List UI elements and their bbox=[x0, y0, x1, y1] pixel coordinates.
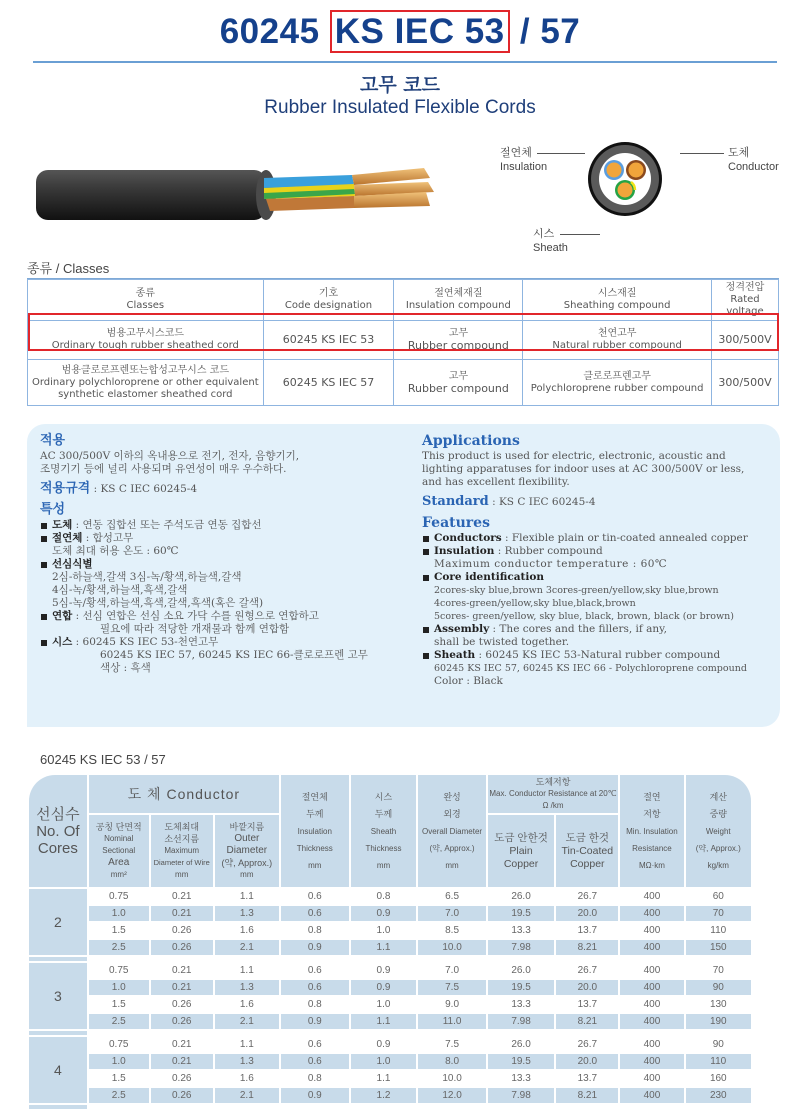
table-cell: 0.75 bbox=[109, 1039, 129, 1050]
table-cell: 1.2 bbox=[351, 1088, 417, 1103]
table-cell: 1.5 bbox=[111, 999, 126, 1010]
table-cell: 7.5 bbox=[418, 980, 485, 995]
table-cell: 110 bbox=[710, 925, 727, 936]
title-divider bbox=[33, 61, 777, 63]
table-cell: 10.0 bbox=[418, 940, 485, 955]
table-cell: 7.98 bbox=[488, 940, 555, 955]
separator-cell bbox=[29, 1105, 87, 1109]
table-cell: 0.21 bbox=[171, 1039, 192, 1050]
table-cell: 1.5 bbox=[111, 925, 126, 936]
table-cell: 1.1 bbox=[376, 1073, 391, 1084]
table-cell: 90 bbox=[712, 1039, 724, 1050]
spec-table bbox=[27, 773, 753, 1111]
subtitle-korean: 고무 코드 bbox=[359, 74, 441, 96]
table-cell: 7.0 bbox=[445, 965, 460, 976]
table-cell: 11.0 bbox=[418, 1014, 485, 1029]
header-insulation-thickness: 절연체 두께 Insulation Thickness mm bbox=[281, 775, 349, 887]
separator-cell bbox=[29, 957, 87, 961]
table-cell: 0.75 bbox=[109, 965, 129, 976]
table-cell: 0.26 bbox=[151, 1014, 213, 1029]
spec-table-label: 60245 KS IEC 53 / 57 bbox=[40, 752, 166, 767]
table-row bbox=[29, 906, 751, 921]
title-highlight: KS IEC 53 bbox=[330, 10, 510, 53]
table-cell: 8.5 bbox=[445, 925, 460, 936]
feature-item: Core identification 2cores-sky blue,brown 3cores-green/yellow,sky blue,brown 4cores-green/yellow,sky blue,black,brown 5cores- green/yellow, sky blue, black, brown, black (or brown) bbox=[422, 571, 777, 623]
table-cell: 0.26 bbox=[171, 925, 192, 936]
table-cell: 0.26 bbox=[151, 1088, 213, 1103]
info-panel bbox=[27, 424, 780, 727]
table-cell: 70 bbox=[686, 906, 751, 921]
table-cell: 2.1 bbox=[215, 1014, 279, 1029]
separator-blank bbox=[89, 1105, 751, 1109]
title-prefix: 60245 bbox=[219, 12, 320, 51]
table-cell: 0.6 bbox=[307, 965, 322, 976]
table-cell: 1.1 bbox=[239, 891, 254, 902]
table-cell: 400 bbox=[643, 965, 661, 976]
header-resistance-group: 도체저항 Max. Conductor Resistance at 20℃ Ω /km bbox=[488, 775, 619, 813]
table-cell: 1.0 bbox=[89, 1054, 149, 1069]
table-cell: 2.5 bbox=[89, 1088, 149, 1103]
table-cell: 0.6 bbox=[281, 906, 349, 921]
table-row bbox=[29, 1088, 751, 1103]
table-cell: 9.0 bbox=[445, 999, 460, 1010]
code-designation: 60245 KS IEC 53 bbox=[263, 321, 394, 360]
table-cell: 0.21 bbox=[171, 965, 192, 976]
table-row bbox=[29, 1054, 751, 1069]
table-cell: 1.3 bbox=[215, 1054, 279, 1069]
table-cell: 6.5 bbox=[445, 891, 460, 902]
header-insulation-resistance: 절연 저항 Min. Insulation Resistance MΩ·km bbox=[620, 775, 683, 887]
features-list-en bbox=[422, 532, 777, 688]
table-cell: 150 bbox=[686, 940, 751, 955]
table-cell: 0.8 bbox=[376, 891, 391, 902]
table-cell: 8.21 bbox=[556, 1088, 618, 1103]
header-voltage: 정격전압 Rated voltage bbox=[712, 280, 779, 321]
table-cell: 60 bbox=[712, 891, 724, 902]
table-cell: 0.9 bbox=[376, 965, 391, 976]
label-insulation: 절연체 Insulation bbox=[500, 147, 548, 173]
table-cell: 400 bbox=[643, 1039, 661, 1050]
cores-cell: 2 bbox=[29, 889, 87, 955]
features-title-en: Features bbox=[422, 515, 490, 531]
table-row bbox=[29, 963, 751, 978]
table-cell: 0.8 bbox=[307, 1073, 322, 1084]
table-cell: 1.6 bbox=[239, 999, 254, 1010]
table-cell: 0.9 bbox=[351, 906, 417, 921]
table-cell: 400 bbox=[643, 1073, 661, 1084]
feature-item: 선심식별 2심-하늘색,갈색 3심-녹/황색,하늘색,갈색 4심-녹/황색,하늘색,흑색,갈색 5심-녹/황색,하늘색,흑색,갈색,흑색(혹은 갈색) bbox=[40, 558, 410, 610]
table-row bbox=[29, 923, 751, 938]
subtitle-english: Rubber Insulated Flexible Cords bbox=[264, 97, 536, 118]
classes-row bbox=[28, 321, 779, 360]
feature-item: Assembly : The cores and the fillers, if any, shall be twisted together. bbox=[422, 623, 777, 649]
table-cell: 0.21 bbox=[151, 906, 213, 921]
cores-cell: 3 bbox=[29, 963, 87, 1029]
header-nominal-area: 공칭 단면적 Nominal Sectional Area mm² bbox=[89, 815, 149, 887]
table-cell: 400 bbox=[643, 925, 661, 936]
table-cell: 13.7 bbox=[577, 1073, 598, 1084]
table-cell: 13.3 bbox=[511, 999, 531, 1010]
insulation-compound: 고무 Rubber compound bbox=[394, 321, 523, 360]
table-cell: 400 bbox=[620, 1014, 683, 1029]
table-row bbox=[29, 1014, 751, 1029]
table-cell: 1.6 bbox=[239, 925, 254, 936]
table-cell: 2.1 bbox=[215, 940, 279, 955]
cable-illustration-icon bbox=[32, 166, 432, 226]
table-cell: 0.26 bbox=[171, 999, 192, 1010]
table-cell: 26.7 bbox=[577, 965, 598, 976]
table-cell: 12.0 bbox=[418, 1088, 485, 1103]
table-cell: 0.6 bbox=[281, 980, 349, 995]
table-cell: 0.6 bbox=[307, 891, 322, 902]
header-tin-coated-copper: 도금 한것 Tin-Coated Copper bbox=[556, 815, 618, 887]
table-cell: 26.0 bbox=[511, 965, 531, 976]
table-cell: 13.3 bbox=[511, 925, 531, 936]
table-cell: 13.7 bbox=[577, 999, 598, 1010]
table-cell: 1.3 bbox=[215, 906, 279, 921]
table-row bbox=[29, 889, 751, 904]
applications-title-en: Applications bbox=[422, 433, 520, 449]
table-cell: 1.0 bbox=[376, 999, 391, 1010]
table-cell: 400 bbox=[643, 999, 661, 1010]
header-sheathing: 시스재질 Sheathing compound bbox=[523, 280, 712, 321]
table-cell: 1.3 bbox=[215, 980, 279, 995]
classes-header-row bbox=[28, 280, 779, 321]
table-cell: 13.3 bbox=[511, 1073, 531, 1084]
class-name: 범용클로로프렌또는합성고무시스 코드 Ordinary polychloroprene or other equivalent synthetic elastomer sheathed cord bbox=[28, 360, 264, 406]
table-cell: 7.98 bbox=[488, 1014, 555, 1029]
title-suffix: / 57 bbox=[519, 12, 581, 51]
cross-section-icon bbox=[586, 140, 664, 218]
header-plain-copper: 도금 안한것 Plain Copper bbox=[488, 815, 555, 887]
table-cell: 1.0 bbox=[89, 980, 149, 995]
table-cell: 26.0 bbox=[511, 891, 531, 902]
standard-ko: 적용규격 : KS C IEC 60245-4 bbox=[40, 481, 198, 496]
rated-voltage: 300/500V bbox=[712, 360, 779, 406]
label-conductor: 도체 Conductor bbox=[728, 147, 779, 173]
table-row bbox=[29, 1071, 751, 1086]
group-separator bbox=[29, 1031, 751, 1035]
table-row bbox=[29, 1037, 751, 1052]
sheathing-compound: 클로로프렌고무 Polychloroprene rubber compound bbox=[523, 360, 712, 406]
table-cell: 13.7 bbox=[577, 925, 598, 936]
separator-blank bbox=[89, 1031, 751, 1035]
table-row bbox=[29, 940, 751, 955]
header-code: 기호 Code designation bbox=[263, 280, 394, 321]
table-cell: 400 bbox=[643, 891, 661, 902]
table-cell: 1.5 bbox=[111, 1073, 126, 1084]
table-cell: 1.6 bbox=[239, 1073, 254, 1084]
header-classes: 종류 Classes bbox=[28, 280, 264, 321]
table-cell: 70 bbox=[712, 965, 724, 976]
header-weight: 계산 중량 Weight (약, Approx.) kg/km bbox=[686, 775, 751, 887]
label-sheath: 시스 Sheath bbox=[533, 228, 568, 254]
table-row bbox=[29, 997, 751, 1012]
header-insulation: 절연체재질 Insulation compound bbox=[394, 280, 523, 321]
table-cell: 20.0 bbox=[556, 1054, 618, 1069]
table-cell: 1.1 bbox=[351, 1014, 417, 1029]
rated-voltage: 300/500V bbox=[712, 321, 779, 360]
info-english bbox=[422, 430, 777, 688]
table-cell: 7.0 bbox=[418, 906, 485, 921]
table-cell: 26.0 bbox=[511, 1039, 531, 1050]
table-cell: 0.6 bbox=[281, 1054, 349, 1069]
table-cell: 0.75 bbox=[109, 891, 129, 902]
table-cell: 19.5 bbox=[488, 980, 555, 995]
table-cell: 230 bbox=[686, 1088, 751, 1103]
table-cell: 400 bbox=[620, 1088, 683, 1103]
table-cell: 1.0 bbox=[376, 925, 391, 936]
table-row bbox=[29, 980, 751, 995]
table-cell: 1.0 bbox=[89, 906, 149, 921]
table-cell: 0.9 bbox=[281, 1088, 349, 1103]
page-title-row bbox=[0, 12, 800, 52]
classes-table bbox=[27, 279, 779, 406]
table-cell: 0.26 bbox=[151, 940, 213, 955]
leader-line-insulation bbox=[537, 153, 585, 154]
table-cell: 1.1 bbox=[239, 965, 254, 976]
leader-line-conductor bbox=[680, 153, 724, 154]
classes-row bbox=[28, 360, 779, 406]
group-separator bbox=[29, 1105, 751, 1109]
group-separator bbox=[29, 957, 751, 961]
header-conductor-group: 도 체 Conductor bbox=[89, 775, 279, 813]
table-cell: 2.5 bbox=[89, 1014, 149, 1029]
table-cell: 20.0 bbox=[556, 906, 618, 921]
applications-text-en: This product is used for electric, electronic, acoustic and lighting apparatuses for indoor uses at AC 300/500V or less, and has excellent flexibility. bbox=[422, 450, 745, 488]
table-cell: 7.98 bbox=[488, 1088, 555, 1103]
page-title bbox=[220, 10, 581, 53]
features-list-ko bbox=[40, 519, 410, 675]
table-cell: 400 bbox=[620, 940, 683, 955]
feature-item: 도체 : 연동 집합선 또는 주석도금 연동 집합선 bbox=[40, 519, 410, 532]
table-cell: 8.21 bbox=[556, 940, 618, 955]
table-cell: 1.1 bbox=[351, 940, 417, 955]
table-cell: 110 bbox=[686, 1054, 751, 1069]
info-korean bbox=[40, 430, 410, 675]
table-cell: 0.9 bbox=[281, 940, 349, 955]
table-cell: 7.5 bbox=[445, 1039, 460, 1050]
table-cell: 0.21 bbox=[151, 980, 213, 995]
separator-blank bbox=[89, 957, 751, 961]
applications-title-ko: 적용 bbox=[40, 433, 66, 448]
sheathing-compound: 천연고무 Natural rubber compound bbox=[523, 321, 712, 360]
cores-cell: 4 bbox=[29, 1037, 87, 1103]
feature-item: Sheath : 60245 KS IEC 53-Natural rubber compound 60245 KS IEC 57, 60245 KS IEC 66 - Polychloroprene compound Color : Black bbox=[422, 649, 777, 688]
table-cell: 26.7 bbox=[577, 891, 598, 902]
standard-en: Standard : KS C IEC 60245-4 bbox=[422, 494, 596, 509]
header-overall-diameter: 완성 외경 Overall Diameter (약, Approx.) mm bbox=[418, 775, 485, 887]
table-cell: 19.5 bbox=[488, 1054, 555, 1069]
table-cell: 0.21 bbox=[151, 1054, 213, 1069]
table-cell: 0.9 bbox=[351, 980, 417, 995]
table-cell: 400 bbox=[620, 906, 683, 921]
table-cell: 19.5 bbox=[488, 906, 555, 921]
table-cell: 0.8 bbox=[307, 925, 322, 936]
feature-item: Insulation : Rubber compound Maximum conductor temperature : 60℃ bbox=[422, 545, 777, 571]
features-title-ko: 특성 bbox=[40, 502, 66, 517]
table-cell: 90 bbox=[686, 980, 751, 995]
insulation-compound: 고무 Rubber compound bbox=[394, 360, 523, 406]
table-cell: 160 bbox=[709, 1073, 727, 1084]
table-cell: 130 bbox=[709, 999, 727, 1010]
table-cell: 400 bbox=[620, 1054, 683, 1069]
table-cell: 10.0 bbox=[442, 1073, 462, 1084]
feature-item: 연합 : 선심 연합은 선심 소요 가닥 수를 원형으로 연합하고 필요에 따라 적당한 개재물과 함께 연합함 bbox=[40, 610, 410, 636]
table-cell: 8.21 bbox=[556, 1014, 618, 1029]
table-cell: 0.9 bbox=[376, 1039, 391, 1050]
separator-cell bbox=[29, 1031, 87, 1035]
table-cell: 190 bbox=[686, 1014, 751, 1029]
table-cell: 400 bbox=[620, 980, 683, 995]
header-max-wire-diameter: 도체최대 소선지름 Maximum Diameter of Wire mm bbox=[151, 815, 213, 887]
spec-table-body bbox=[29, 889, 751, 1109]
table-cell: 1.1 bbox=[239, 1039, 254, 1050]
table-cell: 0.8 bbox=[307, 999, 322, 1010]
table-cell: 0.9 bbox=[281, 1014, 349, 1029]
table-cell: 2.1 bbox=[215, 1088, 279, 1103]
table-cell: 8.0 bbox=[418, 1054, 485, 1069]
classes-section-label: 종류 / Classes bbox=[27, 261, 110, 276]
table-cell: 20.0 bbox=[556, 980, 618, 995]
leader-line-sheath bbox=[560, 234, 600, 235]
table-cell: 1.0 bbox=[351, 1054, 417, 1069]
table-cell: 0.21 bbox=[171, 891, 192, 902]
table-cell: 26.7 bbox=[577, 1039, 598, 1050]
table-cell: 2.5 bbox=[89, 940, 149, 955]
table-cell: 0.6 bbox=[307, 1039, 322, 1050]
feature-item: 절연체 : 합성고무 도체 최대 허용 온도 : 60℃ bbox=[40, 532, 410, 558]
applications-text-ko: AC 300/500V 이하의 옥내용으로 전기, 전자, 음향기기, 조명기기 등에 널리 사용되며 유연성이 매우 우수하다. bbox=[40, 450, 300, 475]
header-outer-diameter: 바깥지름 Outer Diameter (약, Approx.) mm bbox=[215, 815, 279, 887]
feature-item: 시스 : 60245 KS IEC 53-천연고무 60245 KS IEC 57, 60245 KS IEC 66-클로로프렌 고무 색상 : 흑색 bbox=[40, 636, 410, 675]
header-sheath-thickness: 시스 두께 Sheath Thickness mm bbox=[351, 775, 417, 887]
code-designation: 60245 KS IEC 57 bbox=[263, 360, 394, 406]
table-cell: 0.26 bbox=[171, 1073, 192, 1084]
feature-item: Conductors : Flexible plain or tin-coated annealed copper bbox=[422, 532, 777, 545]
class-name: 범용고무시스코드 Ordinary tough rubber sheathed cord bbox=[28, 321, 264, 360]
header-cores: 선심수 No. Of Cores bbox=[29, 775, 87, 887]
spec-header-row-1 bbox=[29, 775, 751, 813]
